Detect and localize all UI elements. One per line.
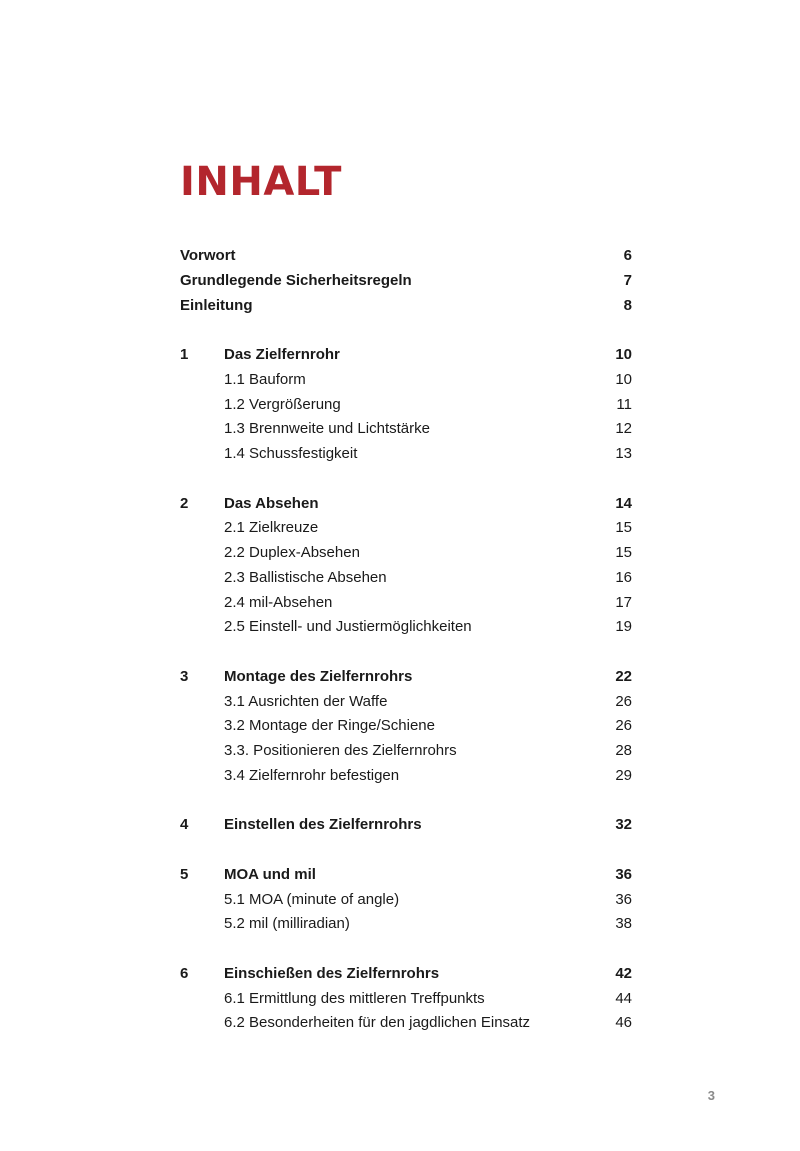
toc-section [180, 417, 632, 442]
toc-chapter-number: 6 [180, 964, 189, 982]
toc-section-page: 12 [615, 420, 632, 438]
toc-chapter-page: 10 [615, 346, 632, 363]
toc-section-title: 2.5 Einstell- und Justiermöglichkeiten [224, 618, 472, 636]
toc-chapter-number: 1 [180, 346, 189, 363]
toc-section [180, 764, 632, 789]
toc-spacer [180, 640, 632, 665]
toc-section [180, 368, 632, 393]
toc-section-title: 6.2 Besonderheiten für den jagdlichen Einsatz [224, 1014, 531, 1032]
page-number: 3 [707, 1088, 715, 1103]
toc-section [180, 690, 632, 715]
toc-spacer [180, 789, 632, 814]
toc-section-page: 29 [615, 766, 632, 784]
toc-chapter-page: 36 [615, 865, 632, 883]
toc-spacer [180, 467, 632, 492]
toc-chapter-title: Montage des Zielfernrohrs [224, 667, 413, 685]
toc-chapter-number: 3 [180, 667, 189, 685]
toc-section [180, 566, 632, 591]
toc-chapter-title: MOA und mil [224, 865, 316, 883]
toc-chapter [180, 492, 632, 517]
toc-chapter [180, 343, 632, 368]
toc-section-page: 16 [615, 568, 632, 586]
toc-section [180, 442, 632, 467]
toc-section-page: 36 [615, 890, 632, 908]
toc-section-page: 13 [615, 445, 632, 462]
toc-spacer [180, 937, 632, 962]
toc-chapter-title: Das Zielfernrohr [224, 346, 340, 363]
toc-chapter-page: 42 [615, 964, 632, 982]
toc-entry-front-matter [180, 244, 632, 269]
toc-section-page: 44 [615, 989, 632, 1007]
toc-chapter-title: Einstellen des Zielfernrohrs [224, 816, 422, 834]
table-of-contents [180, 244, 632, 1036]
toc-section-page: 46 [615, 1014, 632, 1032]
toc-chapter-page: 22 [615, 667, 632, 685]
toc-section-title: 2.2 Duplex-Absehen [224, 544, 360, 561]
toc-chapter-title: Das Absehen [224, 494, 319, 512]
toc-section-title: 1.2 Vergrößerung [224, 395, 341, 413]
toc-section-title: 5.2 mil (milliradian) [224, 915, 350, 933]
toc-section-title: 3.1 Ausrichten der Waffe [224, 692, 388, 710]
toc-section [180, 393, 632, 418]
toc-section-title: 1.1 Bauform [224, 370, 306, 388]
toc-entry-page: 6 [623, 247, 632, 264]
toc-spacer [180, 318, 632, 343]
toc-entry-front-matter [180, 294, 632, 319]
toc-section [180, 912, 632, 937]
toc-section-page: 17 [615, 593, 632, 611]
toc-section [180, 615, 632, 640]
toc-chapter [180, 813, 632, 838]
toc-entry-page: 7 [623, 271, 632, 289]
toc-section-page: 11 [616, 395, 632, 413]
toc-chapter-page: 32 [615, 816, 632, 834]
toc-section [180, 714, 632, 739]
toc-section [180, 541, 632, 566]
toc-chapter-title: Einschießen des Zielfernrohrs [224, 964, 440, 982]
toc-section-page: 10 [615, 370, 632, 388]
toc-entry-title: Grundlegende Sicherheitsregeln [180, 271, 412, 289]
toc-entry-front-matter [180, 269, 632, 294]
toc-section-title: 3.3. Positionieren des Zielfernrohrs [224, 742, 457, 759]
toc-chapter [180, 665, 632, 690]
toc-entry-title: Einleitung [180, 296, 253, 314]
toc-section-page: 15 [615, 519, 632, 537]
toc-chapter [180, 962, 632, 987]
toc-section-title: 1.3 Brennweite und Lichtstärke [224, 420, 430, 438]
toc-entry-page: 8 [623, 296, 632, 314]
toc-section [180, 516, 632, 541]
toc-section-page: 19 [615, 618, 632, 636]
toc-section-page: 38 [615, 915, 632, 933]
toc-chapter-number: 5 [180, 865, 189, 883]
toc-section-page: 26 [615, 717, 632, 735]
toc-chapter [180, 863, 632, 888]
toc-section [180, 739, 632, 764]
toc-chapter-number: 2 [180, 494, 189, 512]
toc-entry-title: Vorwort [180, 247, 236, 264]
toc-section-title: 2.1 Zielkreuze [224, 519, 319, 537]
toc-section-page: 15 [615, 544, 632, 561]
toc-section-page: 26 [615, 692, 632, 710]
toc-section-title: 3.4 Zielfernrohr befestigen [224, 766, 400, 784]
toc-section-title: 1.4 Schussfestigkeit [224, 445, 358, 462]
page-title: INHALT [180, 159, 342, 205]
toc-section [180, 591, 632, 616]
toc-section-title: 3.2 Montage der Ringe/Schiene [224, 717, 435, 735]
toc-section-title: 2.4 mil-Absehen [224, 593, 333, 611]
toc-section [180, 987, 632, 1012]
toc-section-title: 2.3 Ballistische Absehen [224, 568, 387, 586]
toc-section-page: 28 [615, 742, 632, 759]
toc-section [180, 1011, 632, 1036]
toc-section [180, 888, 632, 913]
toc-section-title: 5.1 MOA (minute of angle) [224, 890, 400, 908]
toc-chapter-page: 14 [615, 494, 632, 512]
toc-spacer [180, 838, 632, 863]
toc-chapter-number: 4 [180, 816, 189, 834]
toc-section-title: 6.1 Ermittlung des mittleren Treffpunkts [224, 989, 485, 1007]
